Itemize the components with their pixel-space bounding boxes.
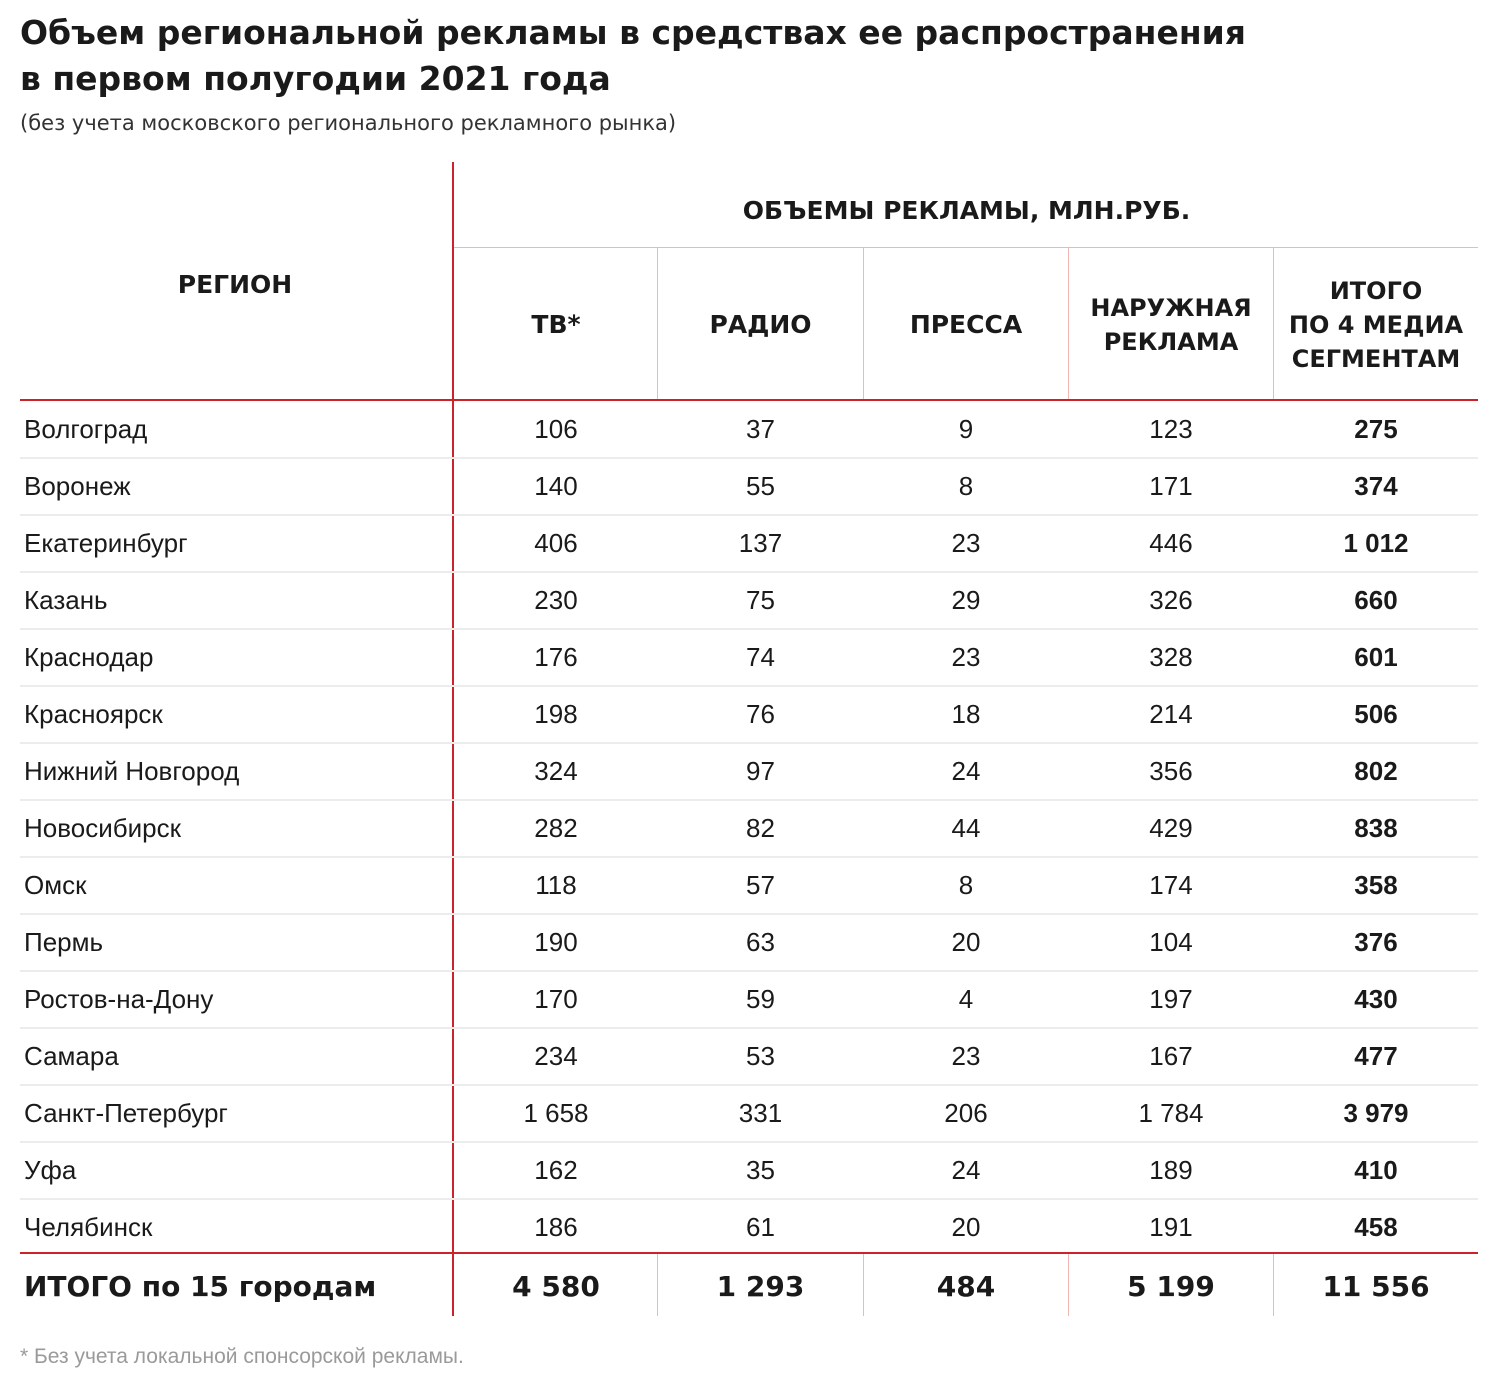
region-cell: Волгоград xyxy=(24,414,148,444)
tv-cell: 234 xyxy=(534,1041,578,1071)
region-cell: Самара xyxy=(24,1041,119,1071)
tv-cell: 230 xyxy=(534,585,578,615)
total-cell: 506 xyxy=(1354,699,1398,729)
total-row-press: 484 xyxy=(936,1269,996,1303)
column-header-radio: РАДИО xyxy=(709,310,812,339)
outdoor-cell: 171 xyxy=(1149,471,1193,501)
total-cell: 430 xyxy=(1354,984,1398,1014)
outdoor-cell: 189 xyxy=(1149,1155,1193,1185)
title-line-1: Объем региональной рекламы в средствах ее распространения xyxy=(20,13,1246,52)
outdoor-cell: 429 xyxy=(1149,813,1193,843)
radio-cell: 74 xyxy=(746,642,775,672)
column-header-outdoor-line-1: НАРУЖНАЯ xyxy=(1090,294,1252,322)
radio-cell: 75 xyxy=(746,585,775,615)
column-divider xyxy=(1273,248,1274,400)
total-top-rule xyxy=(20,1252,1478,1254)
tv-cell: 106 xyxy=(534,414,578,444)
press-cell: 8 xyxy=(958,471,974,501)
total-row-radio: 1 293 xyxy=(716,1269,805,1303)
outdoor-cell: 104 xyxy=(1149,927,1193,957)
tv-cell: 140 xyxy=(534,471,578,501)
region-cell: Санкт-Петербург xyxy=(24,1098,228,1128)
tv-cell: 198 xyxy=(534,699,578,729)
total-cell: 410 xyxy=(1354,1155,1398,1185)
total-cell: 477 xyxy=(1354,1041,1398,1071)
tv-cell: 1 658 xyxy=(523,1098,589,1128)
column-header-press: ПРЕССА xyxy=(909,310,1023,339)
press-cell: 18 xyxy=(951,699,981,729)
column-header-tv: ТВ* xyxy=(531,310,581,339)
press-cell: 24 xyxy=(951,756,981,786)
outdoor-cell: 167 xyxy=(1149,1041,1193,1071)
subtitle: (без учета московского регионального рекламного рынка) xyxy=(20,111,677,135)
column-header-total-line-3: СЕГМЕНТАМ xyxy=(1291,345,1461,373)
column-divider xyxy=(1068,248,1069,400)
region-cell: Ростов-на-Дону xyxy=(24,984,214,1014)
tv-cell: 406 xyxy=(534,528,578,558)
column-header-total xyxy=(1274,250,1478,400)
column-header-outdoor xyxy=(1069,250,1273,400)
press-cell: 4 xyxy=(958,984,974,1014)
total-cell: 275 xyxy=(1354,414,1398,444)
outdoor-cell: 1 784 xyxy=(1138,1098,1204,1128)
press-cell: 8 xyxy=(958,870,974,900)
group-header: ОБЪЕМЫ РЕКЛАМЫ, МЛН.РУБ. xyxy=(742,196,1191,225)
tv-cell: 282 xyxy=(534,813,578,843)
radio-cell: 59 xyxy=(746,984,775,1014)
tv-cell: 162 xyxy=(534,1155,578,1185)
column-divider xyxy=(863,248,864,400)
radio-cell: 331 xyxy=(738,1098,783,1128)
total-cell: 1 012 xyxy=(1343,528,1409,558)
total-cell: 376 xyxy=(1354,927,1398,957)
radio-cell: 137 xyxy=(738,528,783,558)
tv-cell: 324 xyxy=(534,756,578,786)
outdoor-cell: 446 xyxy=(1149,528,1193,558)
outdoor-cell: 328 xyxy=(1149,642,1193,672)
tv-cell: 118 xyxy=(535,870,577,900)
column-divider xyxy=(657,248,658,400)
outdoor-cell: 214 xyxy=(1149,699,1193,729)
footnote: * Без учета локальной спонсорской рекламы. xyxy=(20,1345,464,1368)
total-cell: 374 xyxy=(1354,471,1398,501)
region-header: РЕГИОН xyxy=(177,270,293,299)
radio-cell: 76 xyxy=(746,699,775,729)
press-cell: 20 xyxy=(951,927,981,957)
total-row-total: 11 556 xyxy=(1322,1269,1430,1303)
tv-cell: 176 xyxy=(534,642,578,672)
outdoor-cell: 356 xyxy=(1149,756,1193,786)
total-cell: 838 xyxy=(1354,813,1398,843)
outdoor-cell: 197 xyxy=(1149,984,1193,1014)
total-cell: 3 979 xyxy=(1343,1098,1409,1128)
column-header-outdoor-line-2: РЕКЛАМА xyxy=(1103,328,1239,356)
region-cell: Нижний Новгород xyxy=(24,756,240,786)
outdoor-cell: 191 xyxy=(1149,1212,1193,1242)
radio-cell: 63 xyxy=(746,927,775,957)
press-cell: 9 xyxy=(958,414,974,444)
radio-cell: 53 xyxy=(746,1041,775,1071)
region-cell: Краснодар xyxy=(24,642,154,672)
region-cell: Воронеж xyxy=(24,471,131,501)
column-header-total-line-1: ИТОГО xyxy=(1329,277,1423,305)
outdoor-cell: 123 xyxy=(1149,414,1193,444)
radio-cell: 82 xyxy=(746,813,775,843)
radio-cell: 55 xyxy=(746,471,775,501)
group-header-underline xyxy=(454,247,1478,248)
radio-cell: 57 xyxy=(746,870,775,900)
title-line-2: в первом полугодии 2021 года xyxy=(20,59,611,98)
press-cell: 44 xyxy=(951,813,981,843)
press-cell: 206 xyxy=(944,1098,988,1128)
outdoor-cell: 326 xyxy=(1149,585,1193,615)
outdoor-cell: 174 xyxy=(1149,870,1193,900)
radio-cell: 35 xyxy=(746,1155,775,1185)
column-header-total-line-2: ПО 4 МЕДИА xyxy=(1288,311,1464,339)
page-title xyxy=(20,10,1460,102)
total-row-tv: 4 580 xyxy=(512,1269,600,1303)
press-cell: 23 xyxy=(951,528,981,558)
press-cell: 23 xyxy=(951,1041,981,1071)
region-cell: Красноярск xyxy=(24,699,163,729)
radio-cell: 97 xyxy=(746,756,775,786)
radio-cell: 61 xyxy=(746,1212,775,1242)
press-cell: 20 xyxy=(951,1212,981,1242)
total-cell: 458 xyxy=(1354,1212,1398,1242)
region-cell: Омск xyxy=(24,870,87,900)
tv-cell: 170 xyxy=(534,984,578,1014)
total-cell: 802 xyxy=(1354,756,1398,786)
region-cell: Казань xyxy=(24,585,108,615)
total-cell: 358 xyxy=(1354,870,1398,900)
radio-cell: 37 xyxy=(746,414,775,444)
tv-cell: 186 xyxy=(534,1212,578,1242)
total-row-label: ИТОГО по 15 городам xyxy=(24,1269,377,1303)
region-cell: Уфа xyxy=(24,1155,77,1185)
region-cell: Пермь xyxy=(24,927,104,957)
press-cell: 24 xyxy=(951,1155,981,1185)
region-cell: Екатеринбург xyxy=(24,528,188,558)
tv-cell: 190 xyxy=(534,927,578,957)
total-cell: 660 xyxy=(1354,585,1398,615)
press-cell: 29 xyxy=(951,585,981,615)
region-cell: Челябинск xyxy=(24,1212,153,1242)
region-cell: Новосибирск xyxy=(24,813,181,843)
total-cell: 601 xyxy=(1354,642,1398,672)
press-cell: 23 xyxy=(951,642,981,672)
total-row-outdoor: 5 199 xyxy=(1127,1269,1215,1303)
